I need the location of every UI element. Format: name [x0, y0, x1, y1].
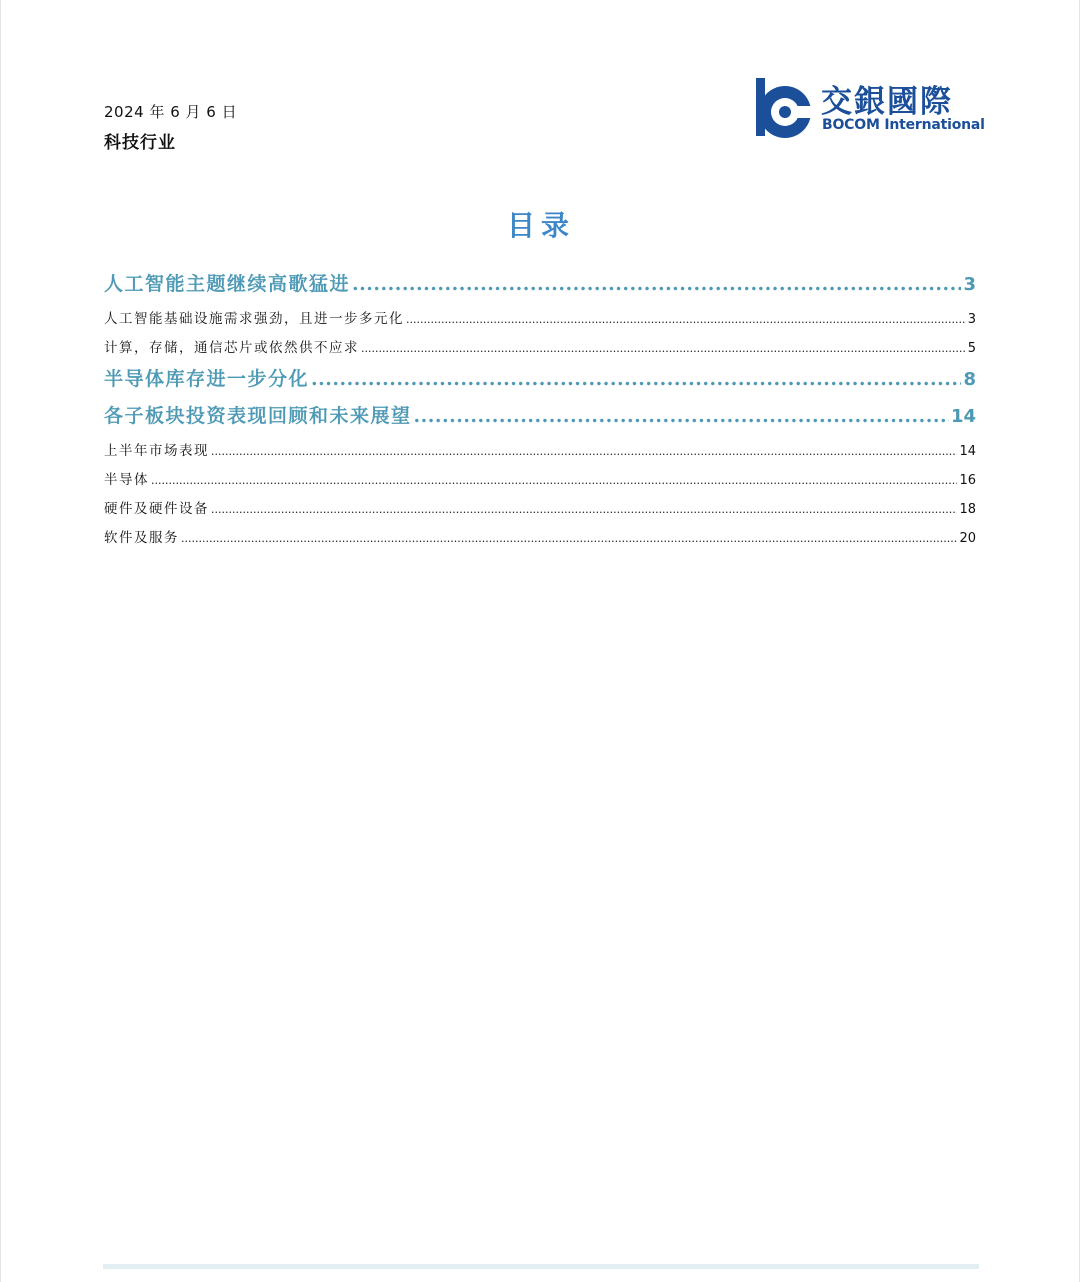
toc-entry-ai-theme[interactable]: [104, 268, 976, 301]
toc-entry-label: 人工智能基础设施需求强劲，且进一步多元化: [104, 311, 404, 327]
toc-entry-label: 硬件及硬件设备: [104, 501, 209, 517]
toc-dot-leader: [406, 305, 966, 334]
table-of-contents: [104, 268, 976, 553]
toc-entry-label: 半导体: [104, 472, 149, 488]
toc-entry-ai-infrastructure[interactable]: [104, 305, 976, 334]
logo-name-chinese: 交銀國際: [821, 84, 953, 120]
bocom-logo: [755, 74, 985, 140]
toc-dot-leader: [311, 363, 961, 396]
logo-name-english: BOCOM International: [822, 117, 985, 133]
toc-entry-label: 上半年市场表现: [104, 443, 209, 459]
toc-dot-leader: [211, 495, 957, 524]
industry-label: 科技行业: [104, 133, 176, 153]
toc-entry-label: 人工智能主题继续高歌猛进: [104, 273, 351, 295]
bocom-logo-icon: [755, 74, 817, 140]
toc-title: 目录: [506, 209, 575, 242]
toc-entry-subsector-review[interactable]: [104, 400, 976, 433]
toc-entry-semiconductor-inventory[interactable]: [104, 363, 976, 396]
toc-entry-label: 各子板块投资表现回顾和未来展望: [104, 405, 412, 427]
toc-entry-semiconductor[interactable]: [104, 466, 976, 495]
toc-entry-page: 16: [959, 473, 976, 488]
toc-entry-page: 18: [959, 502, 976, 517]
toc-entry-page: 20: [959, 531, 976, 546]
toc-entry-label: 计算，存储，通信芯片或依然供不应求: [104, 340, 359, 356]
toc-entry-page: 3: [967, 312, 976, 327]
toc-dot-leader: [352, 268, 961, 301]
footer-rule: [103, 1264, 979, 1269]
toc-entry-page: 8: [963, 369, 976, 390]
toc-dot-leader: [361, 334, 966, 363]
report-date: 2024 年 6 月 6 日: [104, 103, 238, 121]
toc-entry-page: 14: [959, 444, 976, 459]
toc-entry-software[interactable]: [104, 524, 976, 553]
toc-entry-chip-supply[interactable]: [104, 334, 976, 363]
toc-entry-hardware[interactable]: [104, 495, 976, 524]
toc-dot-leader: [151, 466, 957, 495]
toc-entry-page: 14: [950, 406, 976, 427]
toc-entry-label: 软件及服务: [104, 530, 179, 546]
toc-dot-leader: [414, 400, 949, 433]
toc-entry-label: 半导体库存进一步分化: [104, 368, 310, 390]
toc-dot-leader: [181, 524, 957, 553]
toc-entry-page: 5: [967, 341, 976, 356]
toc-entry-h1-market[interactable]: [104, 437, 976, 466]
toc-dot-leader: [211, 437, 957, 466]
toc-entry-page: 3: [963, 274, 976, 295]
